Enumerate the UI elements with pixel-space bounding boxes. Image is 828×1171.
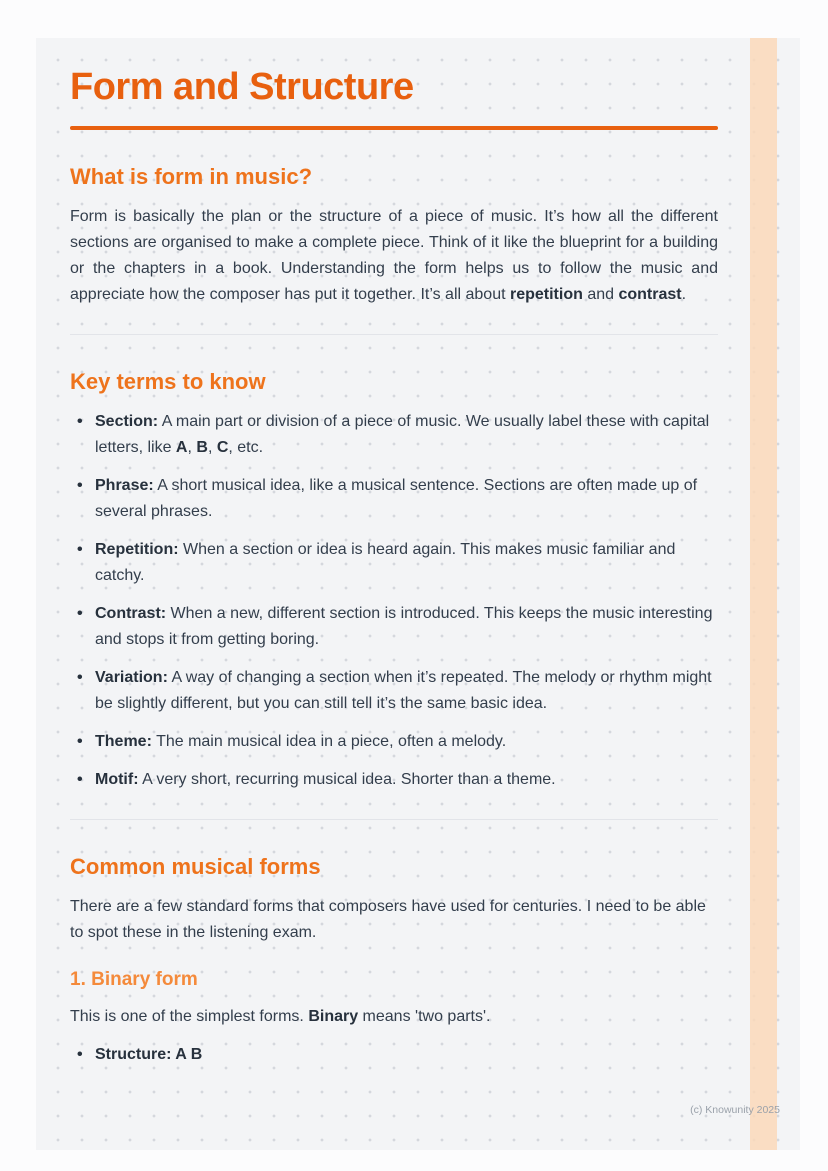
- footer-credit: (c) Knowunity 2025: [690, 1104, 780, 1116]
- section-heading-what-is-form: What is form in music?: [70, 163, 313, 189]
- binary-structure-item: • Structure: A B: [70, 1042, 718, 1068]
- key-term-item-theme: • Theme: The main musical idea in a piece, often a melody.: [70, 729, 718, 755]
- title-rule: [70, 126, 718, 130]
- common-forms-paragraph: There are a few standard forms that composers have used for centuries. I need to be able to spot these in the listening exam.: [70, 897, 706, 941]
- content-column: [36, 38, 800, 1068]
- key-term-item-section: • Section: A main part or division of a piece of music. We usually label these with capital letters, like A, B, C, etc.: [70, 409, 718, 461]
- key-term-item-contrast: • Contrast: When a new, different section is introduced. This keeps the music interesting and stops it from getting boring.: [70, 601, 718, 653]
- page-title: Form and Structure: [70, 66, 414, 108]
- key-term-item-variation: • Variation: A way of changing a section when it’s repeated. The melody or rhythm might be slightly different, but you can still tell it’s the same basic idea.: [70, 665, 718, 717]
- key-term-item-motif: • Motif: A very short, recurring musical idea. Shorter than a theme.: [70, 767, 718, 793]
- subsection-heading-binary-form: 1. Binary form: [70, 968, 198, 990]
- section-divider: [70, 334, 718, 335]
- key-term-item-repetition: • Repetition: When a section or idea is heard again. This makes music familiar and catchy.: [70, 537, 718, 589]
- intro-paragraph: Form is basically the plan or the structure of a piece of music. It’s how all the different sections are organised to make a complete piece. Think of it like the blueprint for a building or the chapters in a book. Understanding the form helps us to follow the music and appreciate how the composer has put it together. It’s all about repetition and contrast.: [70, 207, 718, 303]
- notes-paper: [36, 38, 800, 1150]
- key-term-item-phrase: • Phrase: A short musical idea, like a musical sentence. Sections are often made up of several phrases.: [70, 473, 718, 525]
- section-divider: [70, 819, 718, 820]
- key-terms-list: [70, 409, 718, 793]
- binary-form-paragraph: This is one of the simplest forms. Binary means 'two parts'.: [70, 1007, 491, 1025]
- section-heading-common-forms: Common musical forms: [70, 853, 321, 879]
- binary-form-list: [70, 1042, 718, 1068]
- section-heading-key-terms: Key terms to know: [70, 368, 266, 394]
